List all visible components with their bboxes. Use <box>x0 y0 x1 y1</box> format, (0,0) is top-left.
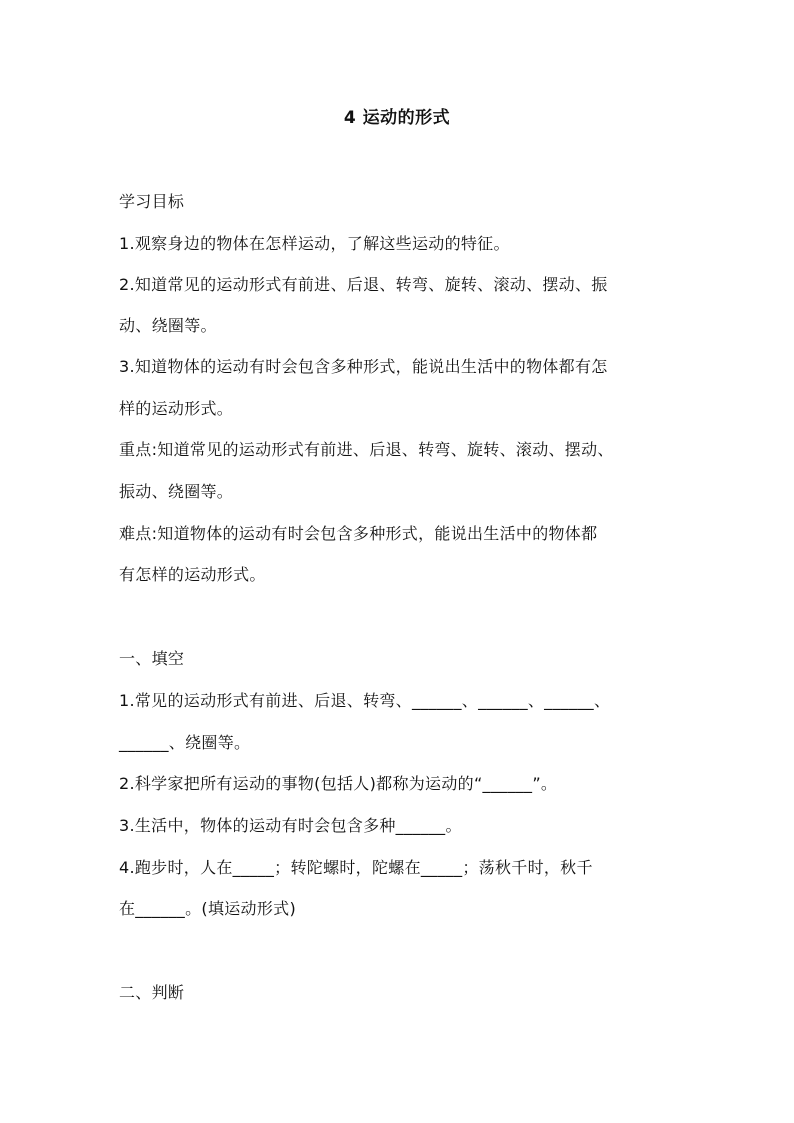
section1-heading: 一、填空 <box>119 649 185 668</box>
objective-line: 样的运动形式。 <box>119 399 234 418</box>
fill-blank-line: 2.科学家把所有运动的事物(包括人)都称为运动的“______”。 <box>119 774 558 793</box>
key-points-line: 振动、绕圈等。 <box>119 482 234 501</box>
fill-blank-line: 3.生活中，物体的运动有时会包含多种______。 <box>119 816 462 835</box>
fill-blank-line: 在______。(填运动形式) <box>119 899 296 918</box>
key-points-line: 重点:知道常见的运动形式有前进、后退、转弯、旋转、滚动、摆动、 <box>119 440 614 459</box>
fill-blank-line: 1.常见的运动形式有前进、后退、转弯、______、______、______、 <box>119 691 611 710</box>
difficult-points-line: 难点:知道物体的运动有时会包含多种形式，能说出生活中的物体都 <box>119 524 598 543</box>
objective-line: 1.观察身边的物体在怎样运动，了解这些运动的特征。 <box>119 234 510 253</box>
objective-line: 3.知道物体的运动有时会包含多种形式，能说出生活中的物体都有怎 <box>119 357 608 376</box>
section2-heading: 二、判断 <box>119 983 185 1002</box>
objective-line: 动、绕圈等。 <box>119 316 217 335</box>
objectives-heading: 学习目标 <box>119 192 185 211</box>
fill-blank-line: 4.跑步时，人在_____；转陀螺时，陀螺在_____；荡秋千时，秋千 <box>119 858 593 877</box>
difficult-points-line: 有怎样的运动形式。 <box>119 565 266 584</box>
objective-line: 2.知道常见的运动形式有前进、后退、转弯、旋转、滚动、摆动、振 <box>119 275 608 294</box>
document-title: 4 运动的形式 <box>343 108 451 128</box>
fill-blank-line: ______、绕圈等。 <box>119 733 251 752</box>
